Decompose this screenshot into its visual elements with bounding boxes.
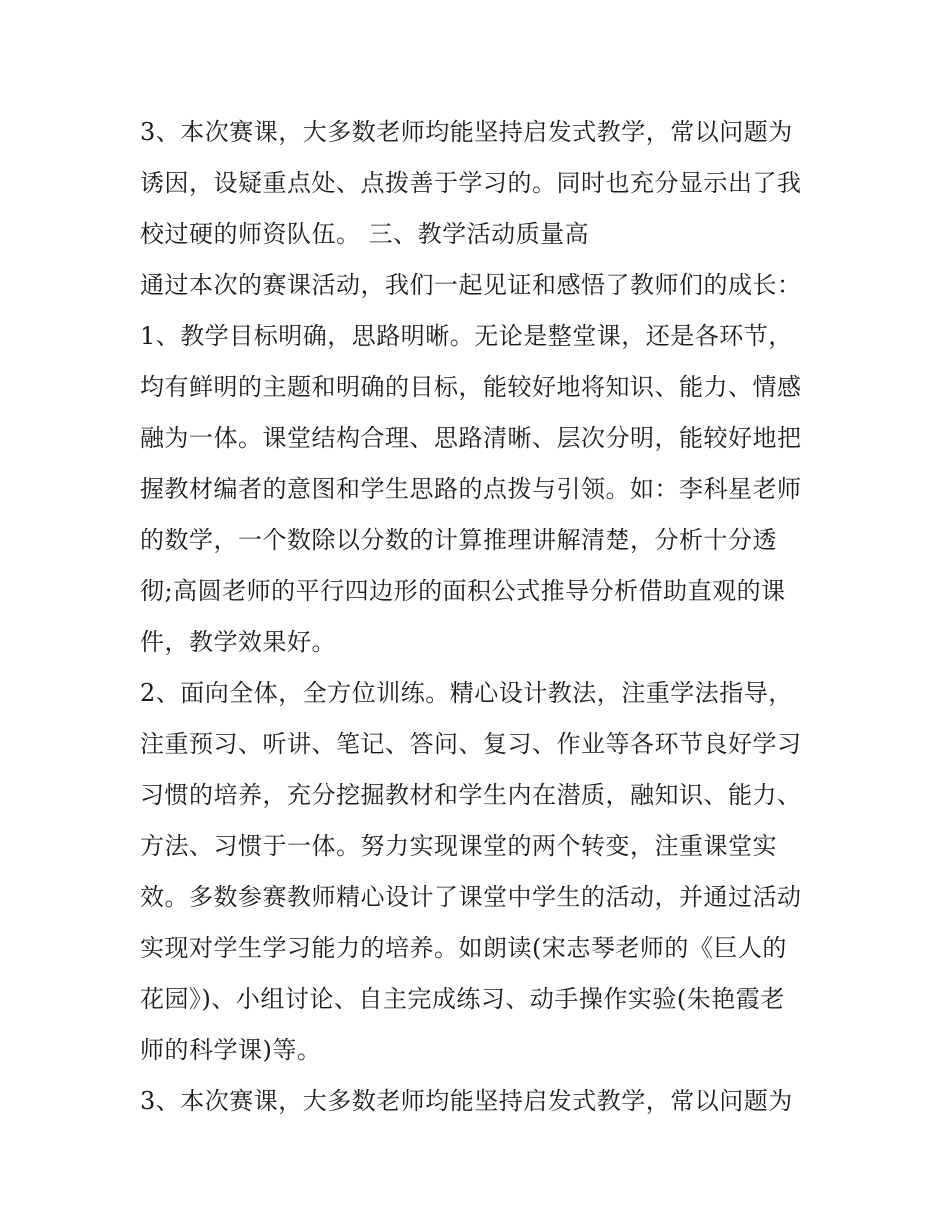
text-line-11: 件，教学效果好。: [140, 628, 336, 656]
text-line-17: 实现对学生学习能力的培养。如朗读(宋志琴老师的《巨人的: [140, 934, 787, 962]
text-line-7: 融为一体。课堂结构合理、思路清晰、层次分明，能较好地把: [140, 424, 802, 452]
text-line-12: 2、面向全体，全方位训练。精心设计教法，注重学法指导，: [140, 679, 793, 707]
text-line-1: 3、本次赛课，大多数老师均能坚持启发式教学，常以问题为: [140, 118, 793, 146]
text-line-10: 彻;高圆老师的平行四边形的面积公式推导分析借助直观的课: [140, 577, 786, 605]
text-line-19: 师的科学课)等。: [140, 1036, 322, 1064]
text-line-14: 习惯的培养，充分挖掘教材和学生内在潜质，融知识、能力、: [140, 781, 802, 809]
text-line-5: 1、教学目标明确，思路明晰。无论是整堂课，还是各环节，: [140, 322, 793, 350]
text-line-15: 方法、习惯于一体。努力实现课堂的两个转变，注重课堂实: [140, 832, 777, 860]
body-text: [140, 107, 820, 1127]
text-line-9: 的数学，一个数除以分数的计算推理讲解清楚，分析十分透: [140, 526, 777, 554]
text-line-6: 均有鲜明的主题和明确的目标，能较好地将知识、能力、情感: [140, 373, 802, 401]
text-line-2: 诱因，设疑重点处、点拨善于学习的。同时也充分显示出了我: [140, 169, 802, 197]
text-line-3: 校过硬的师资队伍。 三、教学活动质量高: [140, 220, 590, 248]
text-line-20: 3、本次赛课，大多数老师均能坚持启发式教学，常以问题为: [140, 1087, 793, 1115]
text-line-8: 握教材编者的意图和学生思路的点拨与引领。如：李科星老师: [140, 475, 802, 503]
text-line-4: 通过本次的赛课活动，我们一起见证和感悟了教师们的成长：: [140, 271, 802, 299]
text-line-16: 效。多数参赛教师精心设计了课堂中学生的活动，并通过活动: [140, 883, 802, 911]
text-line-13: 注重预习、听讲、笔记、答问、复习、作业等各环节良好学习: [140, 730, 802, 758]
text-line-18: 花园》)、小组讨论、自主完成练习、动手操作实验(朱艳霞老: [140, 985, 785, 1013]
